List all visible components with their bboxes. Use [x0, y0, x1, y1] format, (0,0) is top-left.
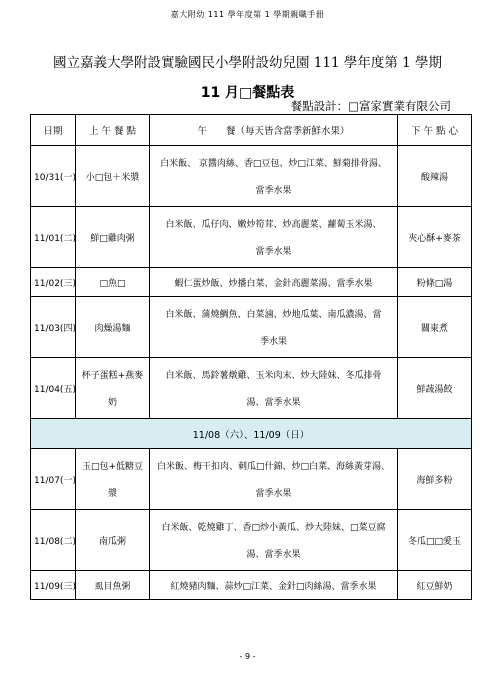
running-header: 嘉大附幼 111 學年度第 1 學期親職手冊	[170, 10, 325, 19]
cell-morning-snack: 玉□包+低糖豆 漿	[76, 449, 150, 510]
cell-morning-snack: 鮮□雞肉粥	[76, 207, 150, 268]
cell-morning-snack: 肉燥湯麵	[76, 297, 150, 358]
cell-afternoon-snack: 粉條□湯	[398, 268, 472, 297]
cell-morning-snack: □魚□	[76, 268, 150, 297]
header-afternoon-snack: 下 午 點 心	[398, 115, 472, 146]
table-row	[31, 510, 472, 571]
cell-date: 11/09(三)	[31, 571, 76, 600]
cell-lunch: 白米飯、 京醬肉絲、香□豆包、炒□江菜、鮮菊排骨湯、 當季水果	[150, 146, 398, 207]
menu-designer: 餐點設計：□富家實業有限公司	[290, 99, 451, 113]
meal-menu-table	[30, 114, 472, 600]
cell-morning-snack: 南瓜粥	[76, 510, 150, 571]
cell-date: 10/31(一)	[31, 146, 76, 207]
table-row	[31, 207, 472, 268]
cell-lunch: 蝦仁蛋炒飯、炒播白菜、金針高麗菜湯、當季水果	[150, 268, 398, 297]
table-row	[31, 449, 472, 510]
cell-date: 11/07(一)	[31, 449, 76, 510]
table-row	[31, 268, 472, 297]
cell-morning-snack: 杯子蛋糕+燕麥 奶	[76, 358, 150, 419]
cell-morning-snack: 虱目魚粥	[76, 571, 150, 600]
menu-title: 11 月□餐點表	[200, 85, 295, 101]
cell-lunch: 白米飯、瓜仔肉、嫩炒筍茸、炒高麗菜、蘿蔔玉米湯、 當季水果	[150, 207, 398, 268]
cell-lunch: 白米飯、馬鈴薯燉雞、玉米肉末、炒大陸妹、冬瓜排骨 湯、當季水果	[150, 358, 398, 419]
cell-afternoon-snack: 夾心酥+麥茶	[398, 207, 472, 268]
cell-lunch: 白米飯、蒲燒鯛魚、白菜滷、炒地瓜葉、南瓜濃湯、當 季水果	[150, 297, 398, 358]
cell-date: 11/04(五)	[31, 358, 76, 419]
cell-lunch: 白米飯、乾燒雞丁、香□炒小黃瓜、炒大陸妹、□菜豆腐 湯、當季水果	[150, 510, 398, 571]
header-lunch: 午 餐（每天皆含當季新鮮水果）	[150, 115, 398, 146]
table-row	[31, 297, 472, 358]
cell-date: 11/08(二)	[31, 510, 76, 571]
header-date: 日期	[31, 115, 76, 146]
cell-afternoon-snack: 紅豆鮮奶	[398, 571, 472, 600]
cell-date: 11/02(三)	[31, 268, 76, 297]
cell-morning-snack: 小□包＋米漿	[76, 146, 150, 207]
cell-date: 11/03(四)	[31, 297, 76, 358]
holiday-row	[31, 419, 472, 449]
holiday-dates: 11/08（六）、11/09（日）	[31, 419, 472, 449]
table-header-row	[31, 115, 472, 146]
cell-afternoon-snack: 鮮蔬湯餃	[398, 358, 472, 419]
table-row	[31, 358, 472, 419]
cell-afternoon-snack: 海鮮多粉	[398, 449, 472, 510]
page-number: - 9 -	[239, 652, 256, 661]
cell-afternoon-snack: 酸辣湯	[398, 146, 472, 207]
cell-lunch: 紅燒豬肉麵、蒜炒□江菜、金針□肉絲湯、當季水果	[150, 571, 398, 600]
cell-afternoon-snack: 關東煮	[398, 297, 472, 358]
school-title: 國立嘉義大學附設實驗國民小學附設幼兒園 111 學年度第 1 學期	[52, 55, 443, 71]
header-morning-snack: 上 午 餐 點	[76, 115, 150, 146]
table-row	[31, 571, 472, 600]
table-row	[31, 146, 472, 207]
cell-date: 11/01(二)	[31, 207, 76, 268]
cell-afternoon-snack: 冬瓜□□愛玉	[398, 510, 472, 571]
cell-lunch: 白米飯、梅干扣肉、刺瓜□什錦、炒□白菜、海絲黃芽湯、 當季水果	[150, 449, 398, 510]
